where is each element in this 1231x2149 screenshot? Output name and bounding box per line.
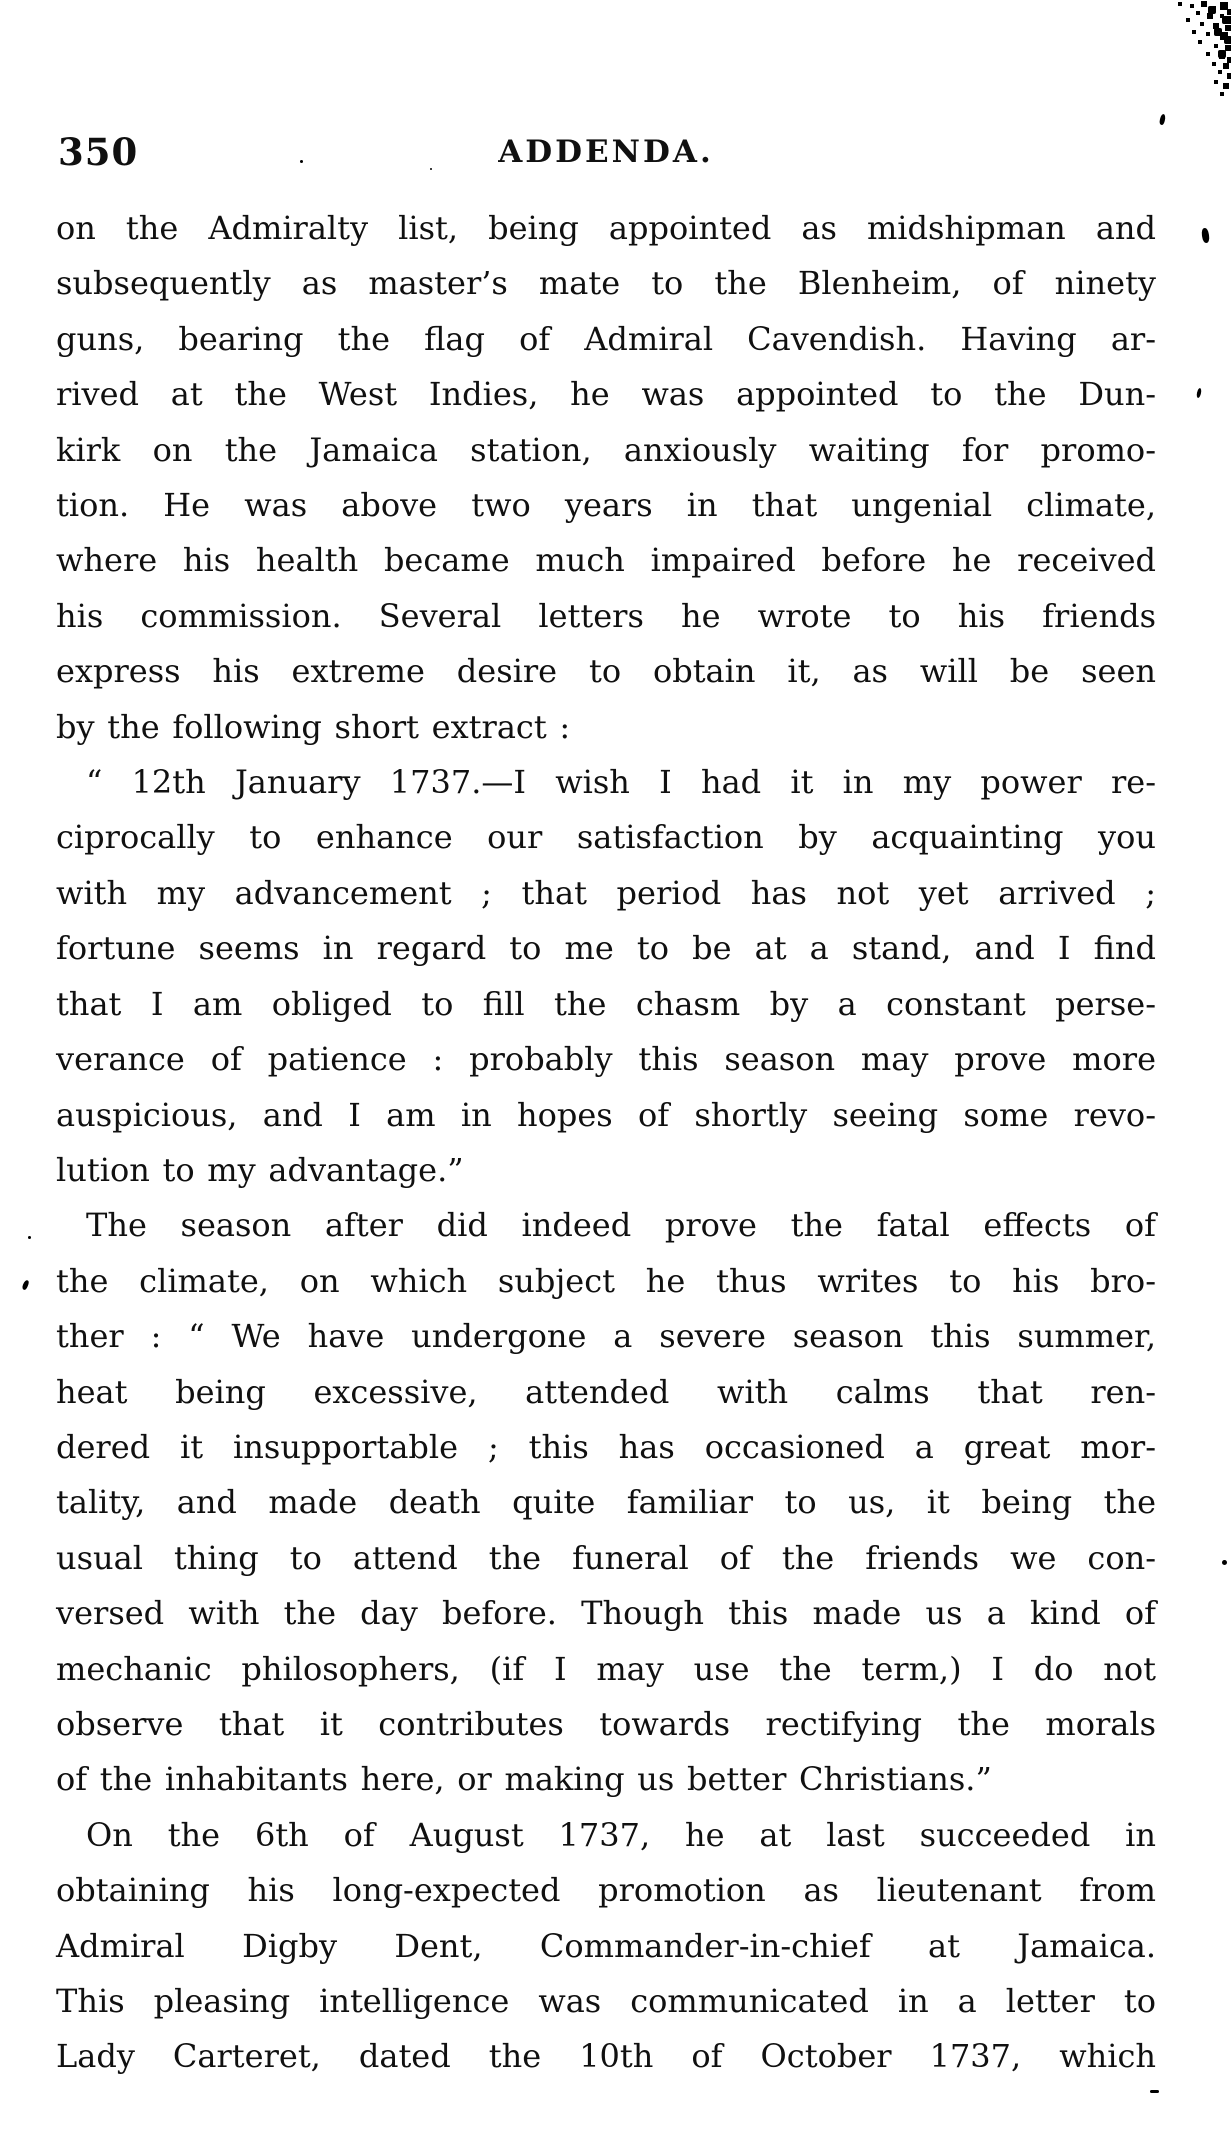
text-line: guns, bearing the flag of Admiral Cavendish. Having ar- (56, 319, 1156, 358)
text-line: auspicious, and I am in hopes of shortly seeing some revo- (56, 1095, 1156, 1134)
ink-speck (1201, 228, 1210, 244)
text-line: lution to my advantage.” (56, 1150, 464, 1189)
text-line: the climate, on which subject he thus writes to his bro- (56, 1261, 1156, 1300)
scan-noise-blob (1208, 6, 1216, 14)
ink-speck (1150, 2090, 1159, 2093)
text-line: heat being excessive, attended with calms that ren- (56, 1372, 1156, 1411)
text-line: express his extreme desire to obtain it, as will be seen (56, 652, 1156, 691)
paragraph-2 (56, 755, 1156, 1198)
text-line: that I am obliged to fill the chasm by a constant perse- (56, 984, 1156, 1023)
text-line: subsequently as master’s mate to the Blenheim, of ninety (56, 264, 1156, 303)
text-line: rived at the West Indies, he was appointed to the Dun- (56, 375, 1156, 414)
text-line: dered it insupportable ; this has occasioned a great mor- (56, 1427, 1156, 1466)
text-line: The season after did indeed prove the fatal effects of (86, 1206, 1156, 1245)
text-line: fortune seems in regard to me to be at a stand, and I find (56, 929, 1156, 968)
page-number: 350 (58, 130, 139, 174)
text-line: with my advancement ; that period has not yet arrived ; (56, 873, 1156, 912)
ink-speck (28, 1236, 31, 1239)
text-line: On the 6th of August 1737, he at last succeeded in (86, 1815, 1156, 1854)
text-line: mechanic philosophers, (if I may use the term,) I do not (56, 1649, 1156, 1688)
text-line: tality, and made death quite familiar to us, it being the (56, 1483, 1156, 1522)
ink-speck (1159, 114, 1167, 126)
page-header (56, 130, 1156, 190)
paragraph-3 (56, 1198, 1156, 1807)
text-line: versed with the day before. Though this made us a kind of (56, 1594, 1156, 1633)
text-line: kirk on the Jamaica station, anxiously waiting for promo- (56, 430, 1156, 469)
text-line: tion. He was above two years in that ungenial climate, (56, 486, 1156, 525)
text-line: Lady Carteret, dated the 10th of October 1737, which (56, 2037, 1156, 2076)
scan-noise-corner (1178, 2, 1182, 6)
text-line: by the following short extract : (56, 707, 571, 746)
ink-speck (21, 1279, 29, 1290)
page-text (56, 201, 1156, 2085)
text-line: ciprocally to enhance our satisfaction by acquainting you (56, 818, 1156, 857)
paragraph-4 (56, 1808, 1156, 2085)
ink-speck (1222, 1560, 1227, 1565)
ink-speck (430, 168, 432, 170)
ink-speck (1196, 388, 1202, 399)
text-line: obtaining his long-expected promotion as lieutenant from (56, 1871, 1156, 1910)
text-line: ther : “ We have undergone a severe season this summer, (56, 1317, 1156, 1356)
text-line: his commission. Several letters he wrote to his friends (56, 596, 1156, 635)
text-line: of the inhabitants here, or making us better Christians.” (56, 1760, 992, 1799)
paragraph-1 (56, 201, 1156, 755)
text-line: on the Admiralty list, being appointed as midshipman and (56, 209, 1156, 247)
text-line: observe that it contributes towards rectifying the morals (56, 1704, 1156, 1743)
text-line: Admiral Digby Dent, Commander-in-chief at Jamaica. (56, 1926, 1156, 1965)
text-line: This pleasing intelligence was communicated in a letter to (56, 1982, 1156, 2020)
text-line: verance of patience : probably this season may prove more (56, 1040, 1156, 1079)
ink-speck (300, 160, 303, 163)
running-head: ADDENDA. (498, 134, 714, 170)
text-line: usual thing to attend the funeral of the friends we con- (56, 1538, 1156, 1577)
text-line: “ 12th January 1737.—I wish I had it in my power re- (86, 763, 1156, 802)
text-line: where his health became much impaired before he received (56, 541, 1156, 580)
